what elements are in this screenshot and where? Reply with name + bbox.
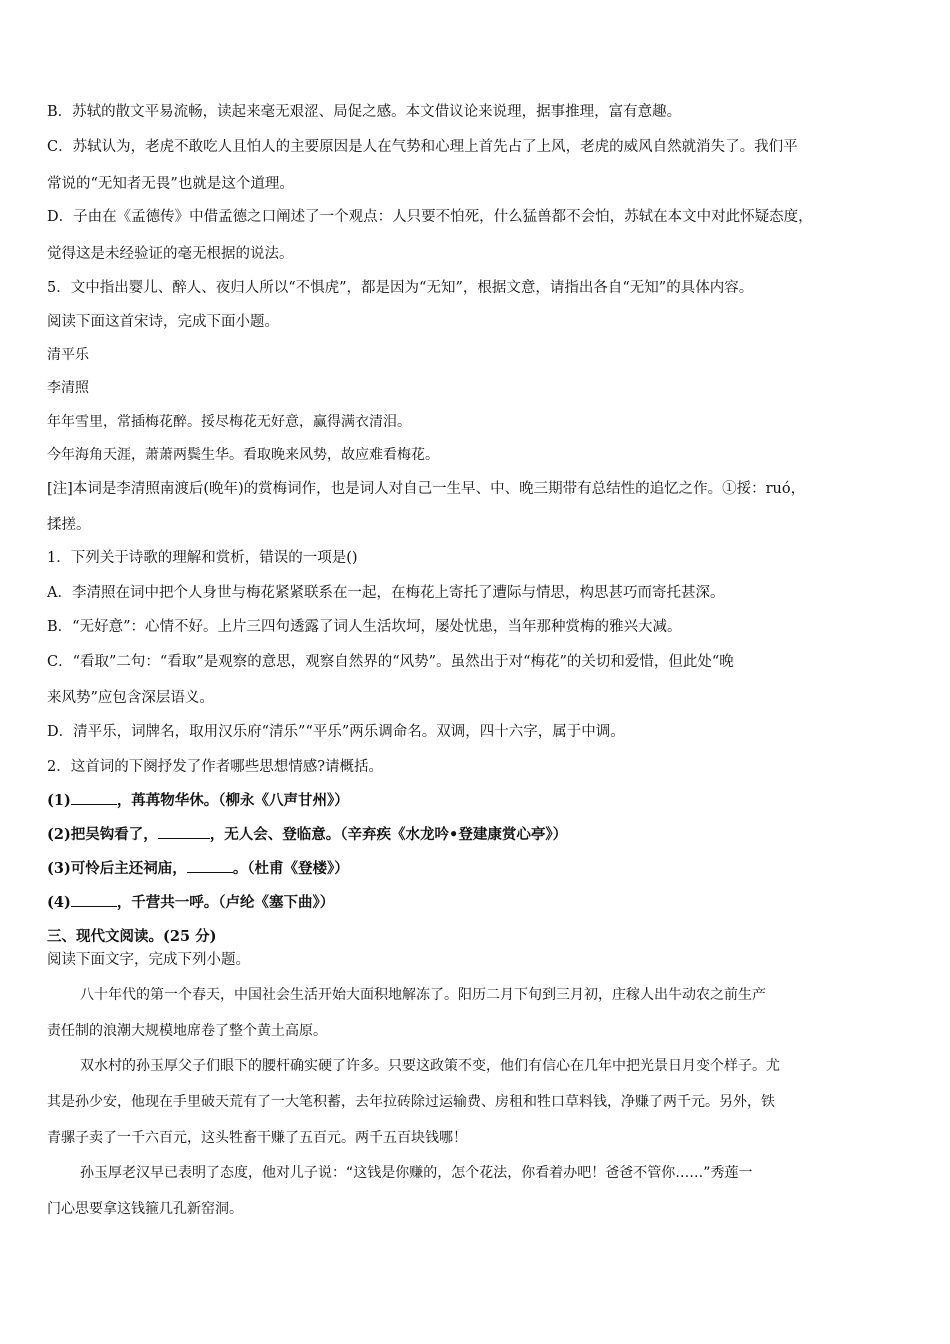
poem-note-line2: 揉搓。 [47, 517, 91, 533]
poem-title: 清平乐 [47, 347, 89, 363]
section-3-heading: 三、现代文阅读。(25 分) [47, 928, 217, 945]
poem-author: 李清照 [47, 380, 89, 396]
answer-blank[interactable] [71, 790, 117, 805]
poem-q1-option-c-line1: C．“看取”二句：“看取”是观察的意思，观察自然界的“风势”。虽然出于对“梅花”的关切和爱惜，但此处“晚 [47, 654, 734, 670]
poem-question-1: 1．下列关于诗歌的理解和赏析，错误的一项是() [47, 550, 358, 566]
fill-blank-2-prefix: (2)把吴钩看了， [47, 826, 158, 843]
q4-option-d-line2: 觉得这是未经验证的毫无根据的说法。 [47, 246, 294, 262]
passage-p3-line2: 门心思要拿这钱箍几孔新窑洞。 [47, 1201, 243, 1217]
poem-intro: 阅读下面这首宋诗，完成下面小题。 [47, 314, 279, 330]
passage-p3-line1: 孙玉厚老汉早已表明了态度，他对儿子说：“这钱是你赚的，怎个花法，你看着办吧！爸爸不管你……”秀莲一 [80, 1165, 753, 1181]
passage-p1-line1: 八十年代的第一个春天，中国社会生活开始大面积地解冻了。阳历二月下旬到三月初，庄稼人出牛动农之前生产 [80, 987, 766, 1003]
fill-blank-4-suffix: ，千营共一呼。（卢纶《塞下曲》） [116, 894, 335, 911]
poem-note-line1: [注]本词是李清照南渡后(晚年)的赏梅词作，也是词人对自己一生早、中、晚三期带有总结性的追忆之作。①挼：ruó， [47, 481, 806, 497]
fill-blank-1 [47, 790, 909, 811]
question-5: 5．文中指出婴儿、醉人、夜归人所以“不惧虎”，都是因为“无知”，根据文意，请指出各自“无知”的具体内容。 [47, 280, 754, 296]
poem-q1-option-b: B．“无好意”：心情不好。上片三四句透露了词人生活坎坷，屡处忧患，当年那种赏梅的雅兴大减。 [47, 619, 682, 635]
passage-p1-line2: 责任制的浪潮大规模地席卷了整个黄土高原。 [47, 1023, 327, 1039]
fill-blank-2-suffix: ，无人会、登临意。（辛弃疾《水龙吟•登建康赏心亭》） [209, 826, 568, 843]
answer-blank[interactable] [71, 892, 117, 907]
poem-q1-option-d: D．清平乐，词牌名，取用汉乐府“清乐”“平乐”两乐调命名。双调，四十六字，属于中调。 [47, 724, 625, 740]
fill-blank-3-suffix: 。（杜甫《登楼》） [232, 860, 349, 877]
q4-option-d-line1: D．子由在《孟德传》中借孟德之口阐述了一个观点：人只要不怕死，什么猛兽都不会怕，苏轼在本文中对此怀疑态度， [47, 209, 813, 225]
fill-blank-1-prefix: (1) [47, 792, 71, 809]
section-3-intro: 阅读下面文字，完成下列小题。 [47, 952, 250, 968]
poem-question-2: 2．这首词的下阕抒发了作者哪些思想情感?请概括。 [47, 759, 383, 775]
passage-p2-line3: 青骡子卖了一千六百元，这头牲畜干赚了五百元。两千五百块钱哪！ [47, 1130, 467, 1146]
passage-p2-line1: 双水村的孙玉厚父子们眼下的腰杆确实硬了许多。只要这政策不变，他们有信心在几年中把光景日月变个样子。尤 [80, 1058, 780, 1074]
q4-option-c-line1: C．苏轼认为，老虎不敢吃人且怕人的主要原因是人在气势和心理上首先占了上风，老虎的威风自然就消失了。我们平 [47, 139, 798, 155]
fill-blank-4-prefix: (4) [47, 894, 71, 911]
fill-blank-3 [47, 858, 909, 879]
answer-blank[interactable] [187, 858, 233, 873]
q4-option-c-line2: 常说的“无知者无畏”也就是这个道理。 [47, 176, 294, 192]
poem-q1-option-a: A．李清照在词中把个人身世与梅花紧紧联系在一起，在梅花上寄托了遭际与情思，构思甚巧而寄托甚深。 [47, 585, 725, 601]
answer-blank[interactable] [158, 824, 210, 839]
poem-line-2: 今年海角天涯，萧萧两鬓生华。看取晚来风势，故应难看梅花。 [47, 447, 439, 463]
poem-q1-option-c-line2: 来风势”应包含深层语义。 [47, 690, 214, 706]
fill-blank-3-prefix: (3)可怜后主还祠庙， [47, 860, 187, 877]
passage-p2-line2: 其是孙少安，他现在手里破天荒有了一大笔积蓄，去年拉砖除过运输费、房租和牲口草料钱，净赚了两千元。另外，铁 [47, 1094, 775, 1110]
q4-option-b: B．苏轼的散文平易流畅，读起来毫无艰涩、局促之感。本文借议论来说理，据事推理，富有意趣。 [47, 104, 682, 120]
fill-blank-1-suffix: ，苒苒物华休。（柳永《八声甘州》） [116, 792, 349, 809]
fill-blank-4 [47, 892, 909, 913]
fill-blank-2 [47, 824, 909, 845]
poem-line-1: 年年雪里，常插梅花醉。挼尽梅花无好意，赢得满衣清泪。 [47, 414, 411, 430]
